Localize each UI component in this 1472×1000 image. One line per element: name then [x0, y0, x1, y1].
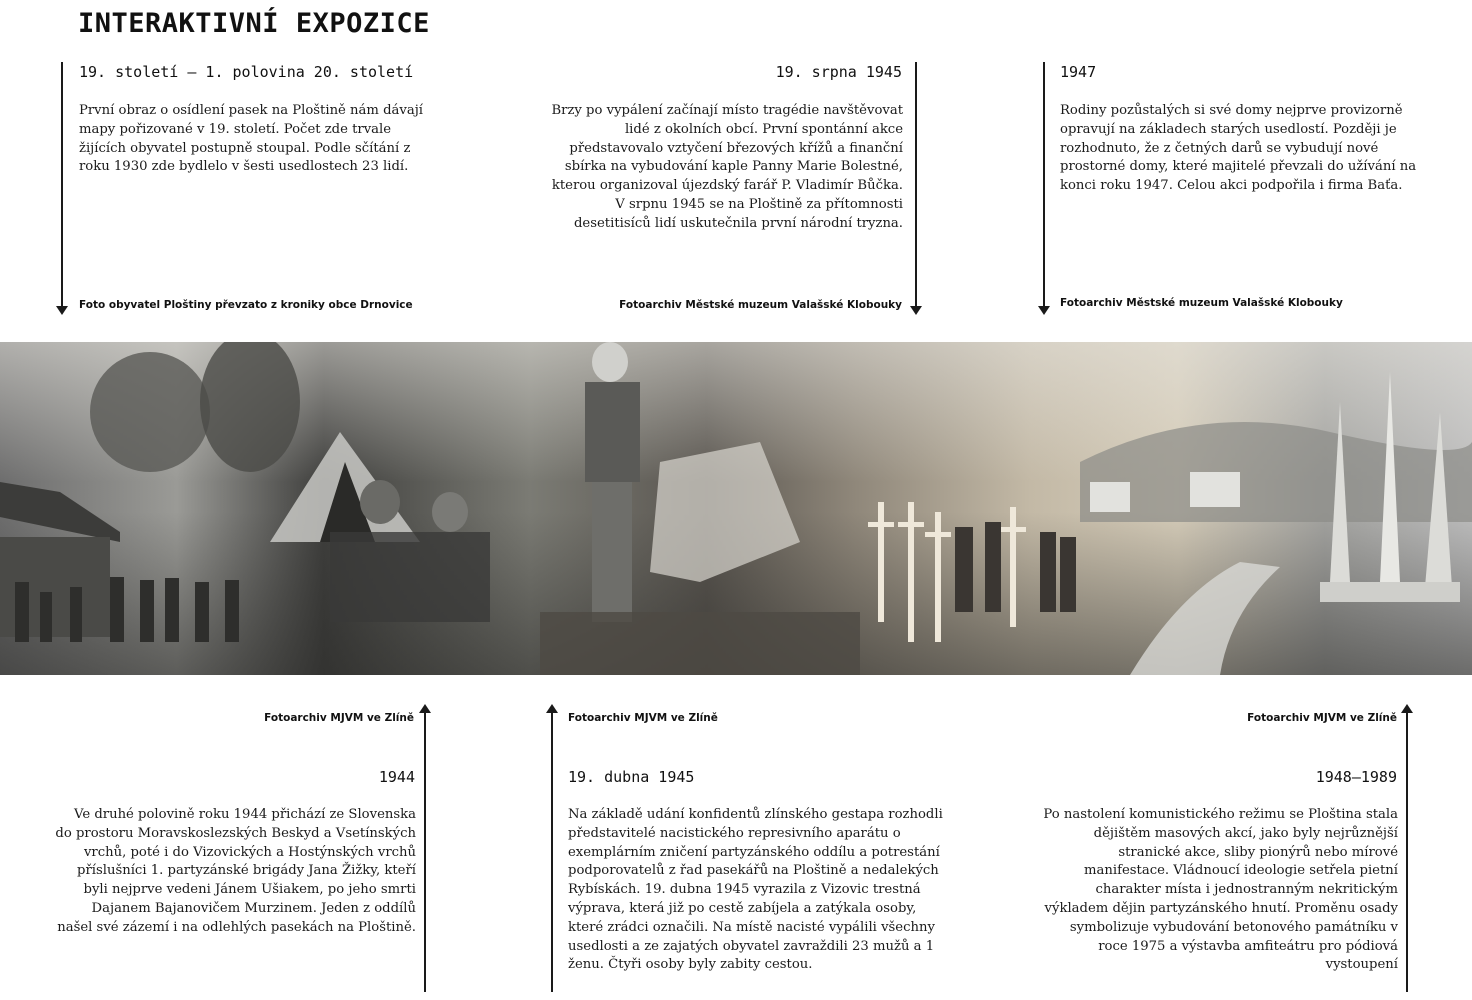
page-title: INTERAKTIVNÍ EXPOZICE — [78, 8, 430, 39]
timeline-line — [1043, 62, 1045, 307]
arrow-down-icon — [910, 306, 922, 315]
photo-credit: Fotoarchiv Městské muzeum Valašské Klobouky — [1060, 297, 1343, 309]
entry-text: Rodiny pozůstalých si své domy nejprve provizorně opravují na základech starých usedlostí. Později je rozhodnuto, že z četných darů se vybudují nové prostorné domy, které majitelé převzali do užívání na konci roku 1947. Celou akci podpořila i firma Baťa. — [1060, 103, 1417, 194]
timeline-line — [424, 712, 426, 992]
entry-date: 19. století – 1. polovina 20. století — [79, 63, 414, 81]
entry-date: 1948–1989 — [1315, 768, 1397, 786]
entry-text: Na základě udání konfidentů zlínského gestapa rozhodli představitelé nacistického represivního aparátu o exemplárním zničení partyzánského oddílu a potrestání podporovatelů z řad pasekářů na Ploštině a nedalekých Rybískách. 19. dubna 1945 vyrazila z Vizovic trestná výprava, která již po cestě zabíjela a zatýkala osoby, které zrádci označili. Na místě nacisté vypálili všechny usedlosti a ze zajatých obyvatel zavraždili 23 mužů a 1 ženu. Čtyři osoby byly zabity cestou. — [568, 807, 943, 973]
entry-date: 19. dubna 1945 — [568, 768, 695, 786]
entry-date: 1944 — [378, 768, 415, 786]
arrow-down-icon — [56, 306, 68, 315]
entry-text: Po nastolení komunistického režimu se Ploština stala dějištěm masových akcí, jako byly nejrůznější stranické akce, sliby pionýrů nebo mírové manifestace. Vládnoucí ideologie setřela pietní charakter místa i jednostranným nekritickým výkladem dějin partyzánského hnutí. Proměnu osady symbolizuje vybudování betonového památníku v roce 1975 a výstavba amfiteátru pro pódiová vystoupení — [1043, 807, 1398, 973]
entry-text: První obraz o osídlení pasek na Ploštině nám dávají mapy pořizované v 19. století. Počet zde trvale žijících obyvatel postupně stoupal. Podle sčítání z roku 1930 zde bydlelo v šesti usedlostech 23 lidí. — [79, 103, 424, 175]
photo-credit: Fotoarchiv MJVM ve Zlíně — [264, 712, 414, 724]
photo-collage — [0, 342, 1472, 675]
photo-credit: Fotoarchiv MJVM ve Zlíně — [568, 712, 718, 724]
entry-text: Ve druhé polovině roku 1944 přichází ze Slovenska do prostoru Moravskoslezských Beskyd a Vsetínských vrchů, poté i do Vizovických a Hostýnských vrchů příslušníci 1. partyzánské brigády Jana Žižky, kteří byli nejprve vedeni Jánem Ušiakem, po jeho smrti Dajanem Bajanovičem Murzinem. Jeden z oddílů našel své zázemí i na odlehlých pasekách na Ploštině. — [55, 807, 416, 935]
arrow-down-icon — [1038, 306, 1050, 315]
collage-graphic — [0, 342, 1472, 675]
entry-date: 1947 — [1060, 63, 1097, 81]
timeline-line — [551, 712, 553, 992]
entry-text: Brzy po vypálení začínají místo tragédie navštěvovat lidé z okolních obcí. První spontánní akce představovalo vztyčení březových křížů a finanční sbírka na vybudování kaple Panny Marie Bolestné, kterou organizoval újezdský farář P. Vladimír Bůčka. V srpnu 1945 se na Ploštině za přítomnosti desetitisíců lidí uskutečnila první národní tryzna. — [551, 103, 903, 231]
timeline-line — [915, 62, 917, 307]
photo-credit: Foto obyvatel Ploštiny převzato z kroniky obce Drnovice — [79, 299, 413, 311]
photo-credit: Fotoarchiv Městské muzeum Valašské Klobouky — [619, 299, 902, 311]
timeline-line — [1406, 712, 1408, 992]
entry-date: 19. srpna 1945 — [775, 63, 902, 81]
photo-credit: Fotoarchiv MJVM ve Zlíně — [1247, 712, 1397, 724]
timeline-line — [61, 62, 63, 307]
